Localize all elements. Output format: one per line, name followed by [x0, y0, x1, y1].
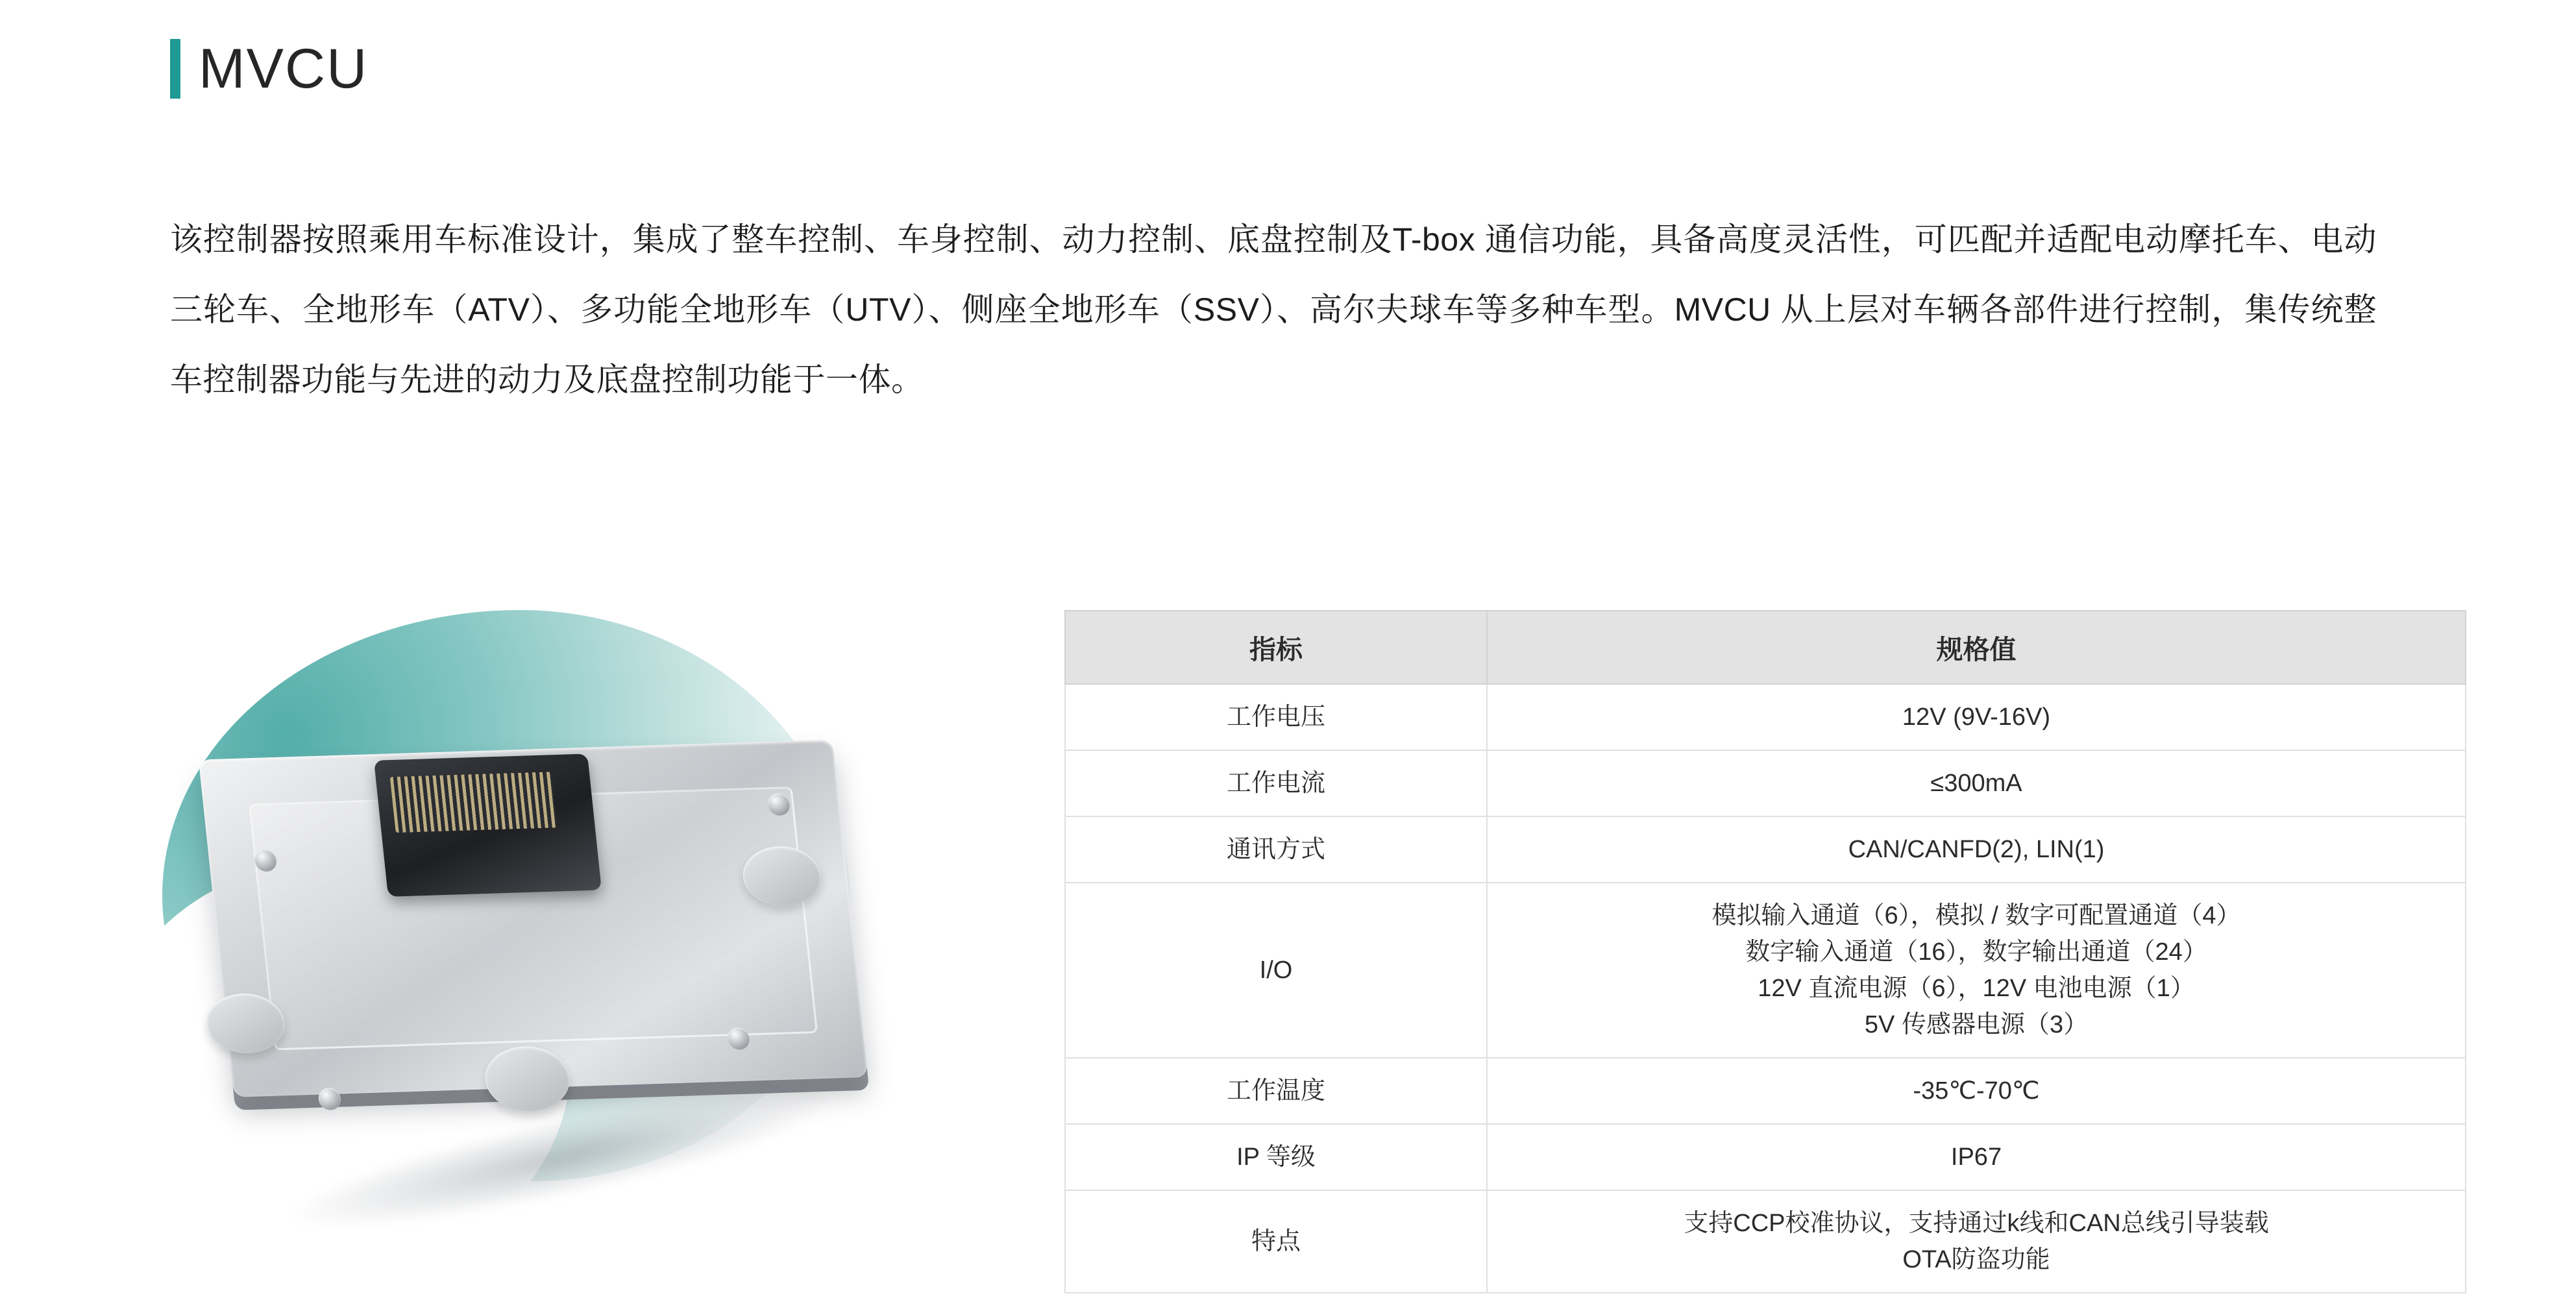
row-label: IP 等级 — [1065, 1124, 1487, 1190]
row-label: 工作电压 — [1065, 684, 1487, 750]
table-row — [1065, 750, 2466, 816]
spec-table-body — [1065, 684, 2466, 1293]
row-value-line: 支持CCP校准协议，支持通过k线和CAN总线引导装载 — [1684, 1210, 2269, 1237]
row-value: IP67 — [1487, 1124, 2466, 1190]
row-label: 特点 — [1065, 1190, 1487, 1293]
title-accent-bar — [170, 39, 180, 99]
table-row — [1065, 1124, 2466, 1190]
product-description: 该控制器按照乘用车标准设计，集成了整车控制、车身控制、动力控制、底盘控制及T-box 通信功能，具备高度灵活性，可匹配并适配电动摩托车、电动三轮车、全地形车（ATV）、多功能全地形车（UTV）、侧座全地形车（SSV）、高尔夫球车等多种车型。MVCU 从上层对车辆各部件进行控制，集传统整车控制器功能与先进的动力及底盘控制功能于一体。 — [170, 221, 2377, 398]
row-value: -35℃-70℃ — [1487, 1058, 2466, 1124]
row-value-line: OTA防盗功能 — [1902, 1246, 2050, 1273]
ecu-illustration — [156, 571, 941, 1245]
row-value-line: 12V 直流电源（6），12V 电池电源（1） — [1758, 975, 2195, 1002]
row-value — [1487, 883, 2466, 1058]
table-header-row — [1065, 611, 2466, 684]
table-row — [1065, 1190, 2466, 1293]
row-value: CAN/CANFD(2), LIN(1) — [1487, 816, 2466, 883]
row-label: 通讯方式 — [1065, 816, 1487, 883]
table-header-metric: 指标 — [1065, 611, 1487, 684]
table-row — [1065, 883, 2466, 1058]
row-value-line: 数字输入通道（16），数字输出通道（24） — [1745, 938, 2207, 966]
spec-table — [1064, 610, 2466, 1293]
row-value-line: 模拟输入通道（6），模拟 / 数字可配置通道（4） — [1711, 902, 2241, 929]
table-row — [1065, 816, 2466, 883]
row-value: ≤300mA — [1487, 750, 2466, 816]
row-value: 12V (9V-16V) — [1487, 684, 2466, 750]
table-row — [1065, 684, 2466, 750]
product-image — [78, 571, 1019, 1220]
connector-pins — [390, 772, 558, 833]
ecu-connector — [374, 753, 602, 896]
row-value-line: 5V 传感器电源（3） — [1864, 1011, 2089, 1038]
spec-table-container — [1064, 610, 2466, 1293]
row-label: 工作温度 — [1065, 1058, 1487, 1124]
row-value — [1487, 1190, 2466, 1293]
table-row — [1065, 1058, 2466, 1124]
page-title — [170, 39, 368, 99]
row-label: I/O — [1065, 883, 1487, 1058]
table-header-value: 规格值 — [1487, 611, 2466, 684]
row-label: 工作电流 — [1065, 750, 1487, 816]
page-title-text: MVCU — [199, 38, 369, 100]
